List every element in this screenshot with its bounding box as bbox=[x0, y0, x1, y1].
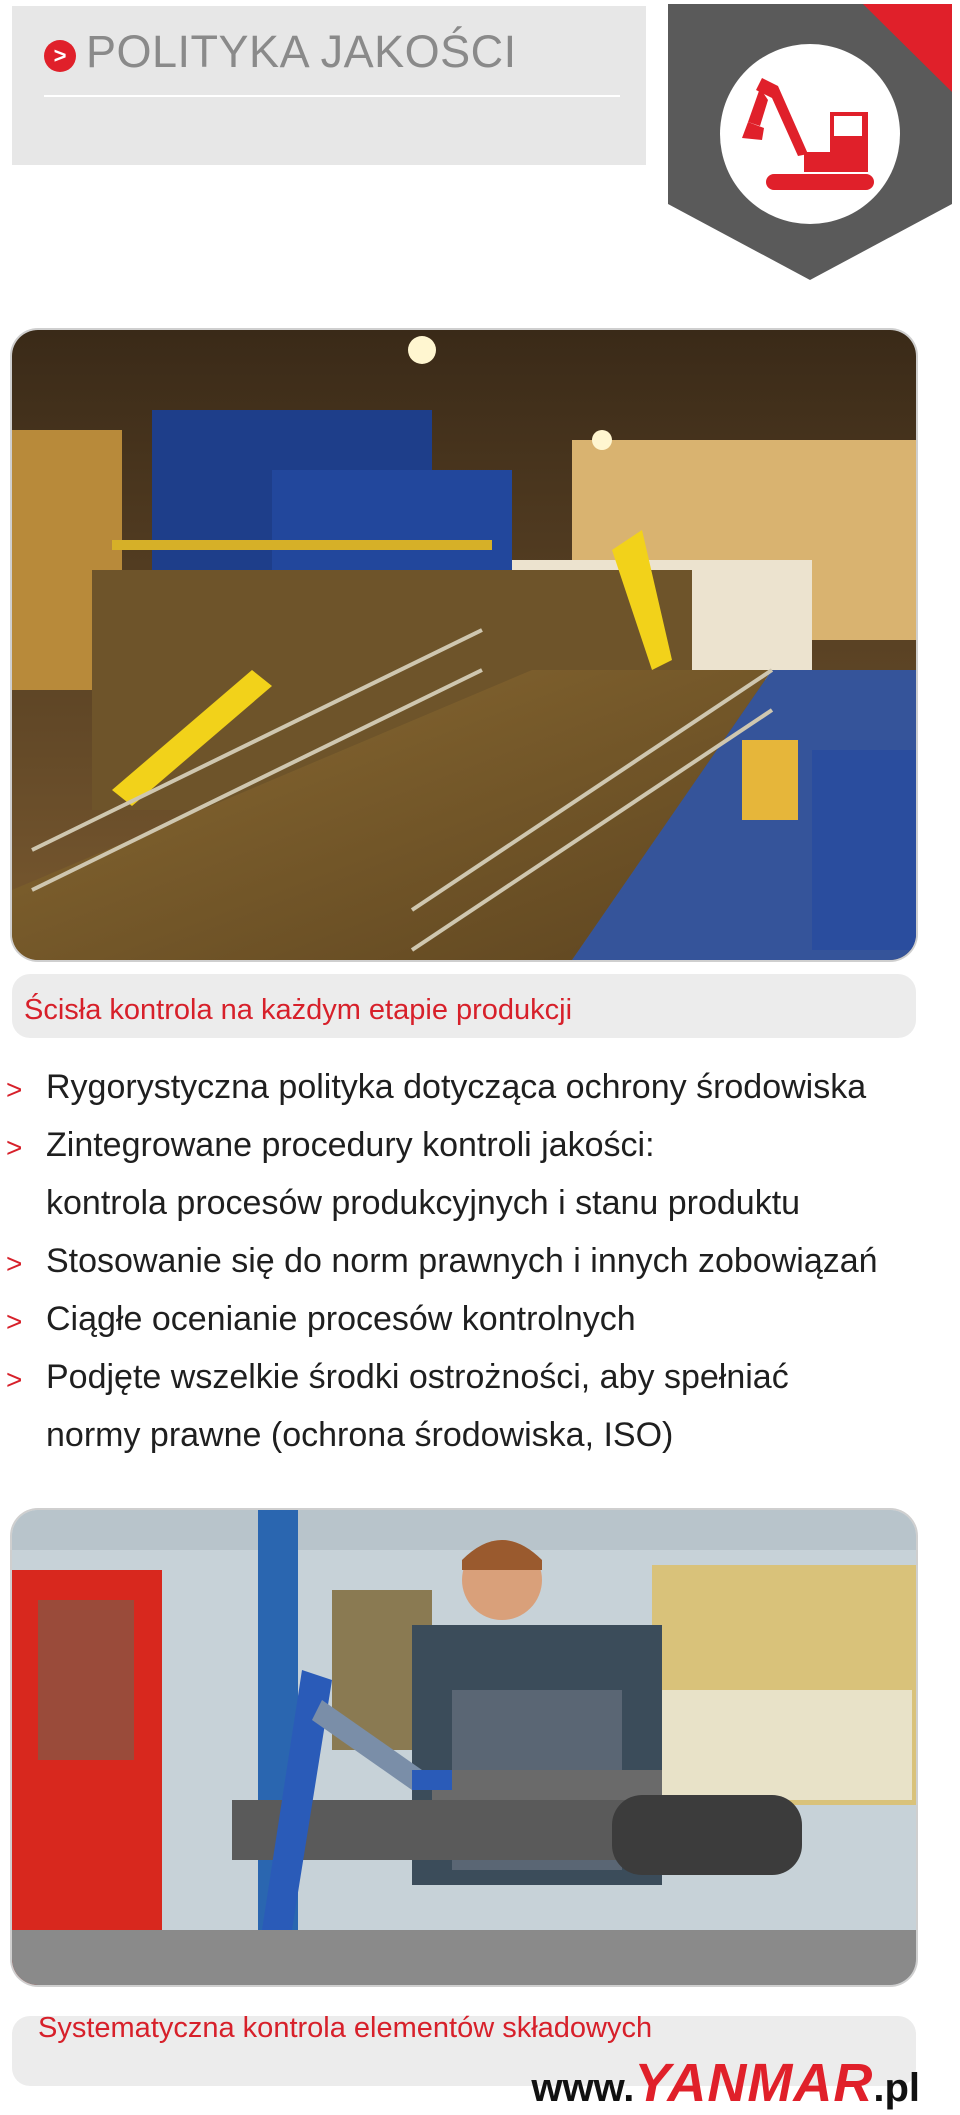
arrow-icon: > bbox=[6, 1364, 23, 1395]
arrow-icon: > bbox=[6, 1074, 23, 1105]
page-title: POLITYKA JAKOŚCI bbox=[86, 26, 517, 77]
arrow-icon: > bbox=[6, 1306, 23, 1337]
factory-photo bbox=[12, 330, 916, 960]
caption-2: Systematyczna kontrola elementów składowych bbox=[38, 2012, 653, 2044]
arrow-icon: > bbox=[6, 1248, 23, 1279]
list-item: > Podjęte wszelkie środki ostrożności, aby spełniać bbox=[6, 1358, 789, 1396]
header-bullet-icon: > bbox=[44, 40, 76, 72]
arrow-icon: > bbox=[6, 1132, 23, 1163]
excavator-emblem bbox=[668, 4, 952, 280]
list-item: > Rygorystyczna polityka dotycząca ochrony środowiska bbox=[6, 1068, 867, 1106]
list-item: > Zintegrowane procedury kontroli jakości: bbox=[6, 1126, 655, 1164]
bullet-list bbox=[0, 1066, 950, 1472]
website-url[interactable]: www.YANMAR.pl bbox=[531, 2053, 920, 2113]
caption-1: Ścisła kontrola na każdym etapie produkcji bbox=[24, 994, 573, 1026]
list-item-continuation: kontrola procesów produkcyjnych i stanu produktu bbox=[46, 1184, 801, 1222]
worker-photo bbox=[12, 1510, 916, 1985]
list-item: > Ciągłe ocenianie procesów kontrolnych bbox=[6, 1300, 636, 1338]
list-item: > Stosowanie się do norm prawnych i innych zobowiązań bbox=[6, 1242, 878, 1280]
list-item-continuation: normy prawne (ochrona środowiska, ISO) bbox=[46, 1416, 674, 1454]
header-divider bbox=[44, 95, 620, 97]
brand-logo: YANMAR bbox=[634, 2053, 874, 2113]
